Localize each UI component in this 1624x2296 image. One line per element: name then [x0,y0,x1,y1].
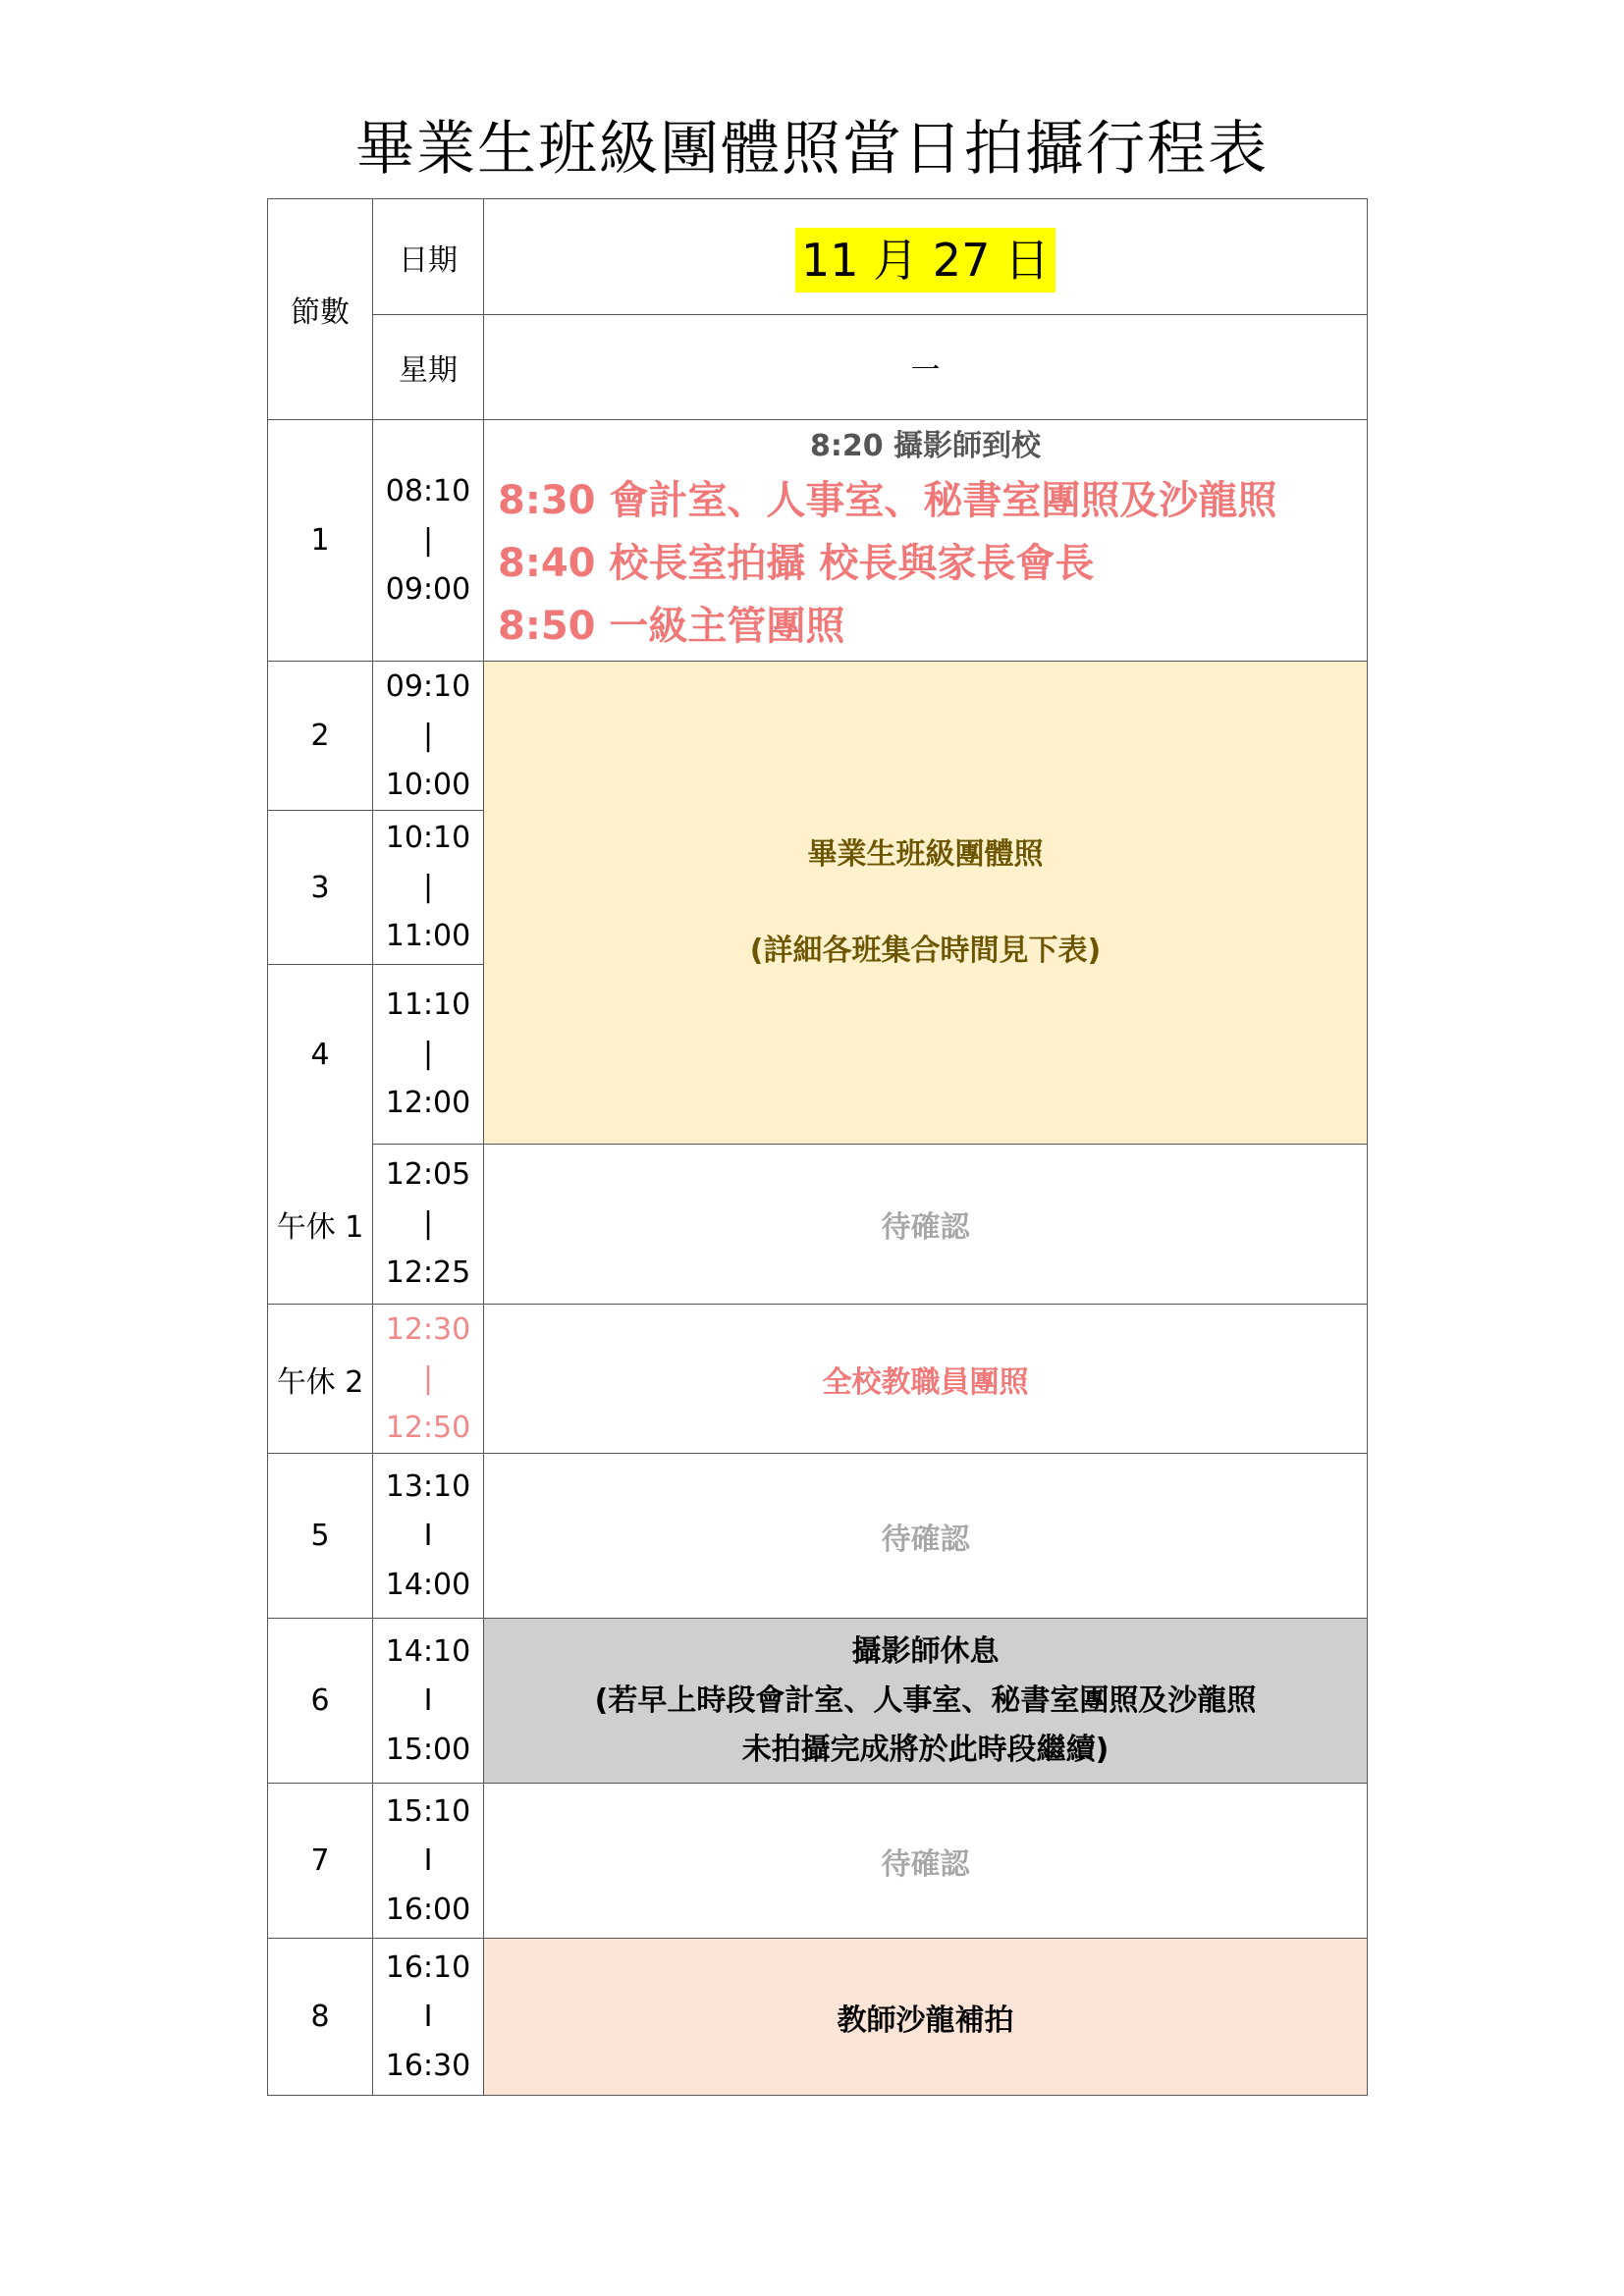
table-row [268,1619,1368,1784]
time-cell: 11:10 | 12:00 [373,965,484,1145]
time-cell: 08:10 | 09:00 [373,420,484,662]
class-photo-block [484,662,1368,1145]
period-cell: 2 [268,662,373,811]
period-cell: 6 [268,1619,373,1784]
time-cell: 15:10 I 16:00 [373,1784,484,1939]
time-cell: 10:10 | 11:00 [373,811,484,965]
staff-photo: 全校教職員團照 [484,1305,1368,1454]
period-cell: 5 [268,1454,373,1619]
teacher-salon-retake: 教師沙龍補拍 [484,1939,1368,2096]
period-cell: 午休 1 [268,1145,373,1305]
period-cell: 3 [268,811,373,965]
schedule-line: 8:40 校長室拍攝 校長與家長會長 [498,540,1095,586]
time-cell: 09:10 | 10:00 [373,662,484,811]
table-row [268,1939,1368,2096]
class-photo-note: (詳細各班集合時間見下表) [749,933,1102,968]
time-cell: 16:10 I 16:30 [373,1939,484,2096]
date-value: 11 月 27 日 [795,228,1056,293]
time-cell: 13:10 I 14:00 [373,1454,484,1619]
photographer-rest: 攝影師休息 (若早上時段會計室、人事室、秘書室團照及沙龍照 未拍攝完成將於此時段繼續) [484,1619,1368,1784]
date-cell [484,199,1368,315]
period-cell: 7 [268,1784,373,1939]
time-cell: 12:30 | 12:50 [373,1305,484,1454]
class-photo-title: 畢業生班級團體照 [807,836,1044,872]
period-header: 節數 [268,199,373,420]
table-row [268,662,1368,811]
period-cell: 1 [268,420,373,662]
table-row [268,1145,1368,1305]
table-row [268,1784,1368,1939]
time-cell: 12:05 | 12:25 [373,1145,484,1305]
header-row-weekday [268,315,1368,420]
schedule-line: 8:30 會計室、人事室、秘書室團照及沙龍照 [498,477,1277,523]
table-row [268,1454,1368,1619]
time-cell: 14:10 I 15:00 [373,1619,484,1784]
weekday-value: 一 [484,315,1368,420]
period-cell: 8 [268,1939,373,2096]
table-row [268,420,1368,662]
date-label: 日期 [373,199,484,315]
header-row-date [268,199,1368,315]
period-cell: 午休 2 [268,1305,373,1454]
schedule-table [267,198,1368,2096]
schedule-line: 8:50 一級主管團照 [498,603,845,649]
pending-status: 待確認 [484,1145,1368,1305]
table-row [268,1305,1368,1454]
pending-status: 待確認 [484,1454,1368,1619]
pending-status: 待確認 [484,1784,1368,1939]
weekday-label: 星期 [373,315,484,420]
morning-schedule [484,420,1368,662]
period-cell: 4 [268,965,373,1145]
photographer-arrival: 8:20 攝影師到校 [809,428,1042,463]
page-title: 畢業生班級團體照當日拍攝行程表 [355,115,1269,184]
